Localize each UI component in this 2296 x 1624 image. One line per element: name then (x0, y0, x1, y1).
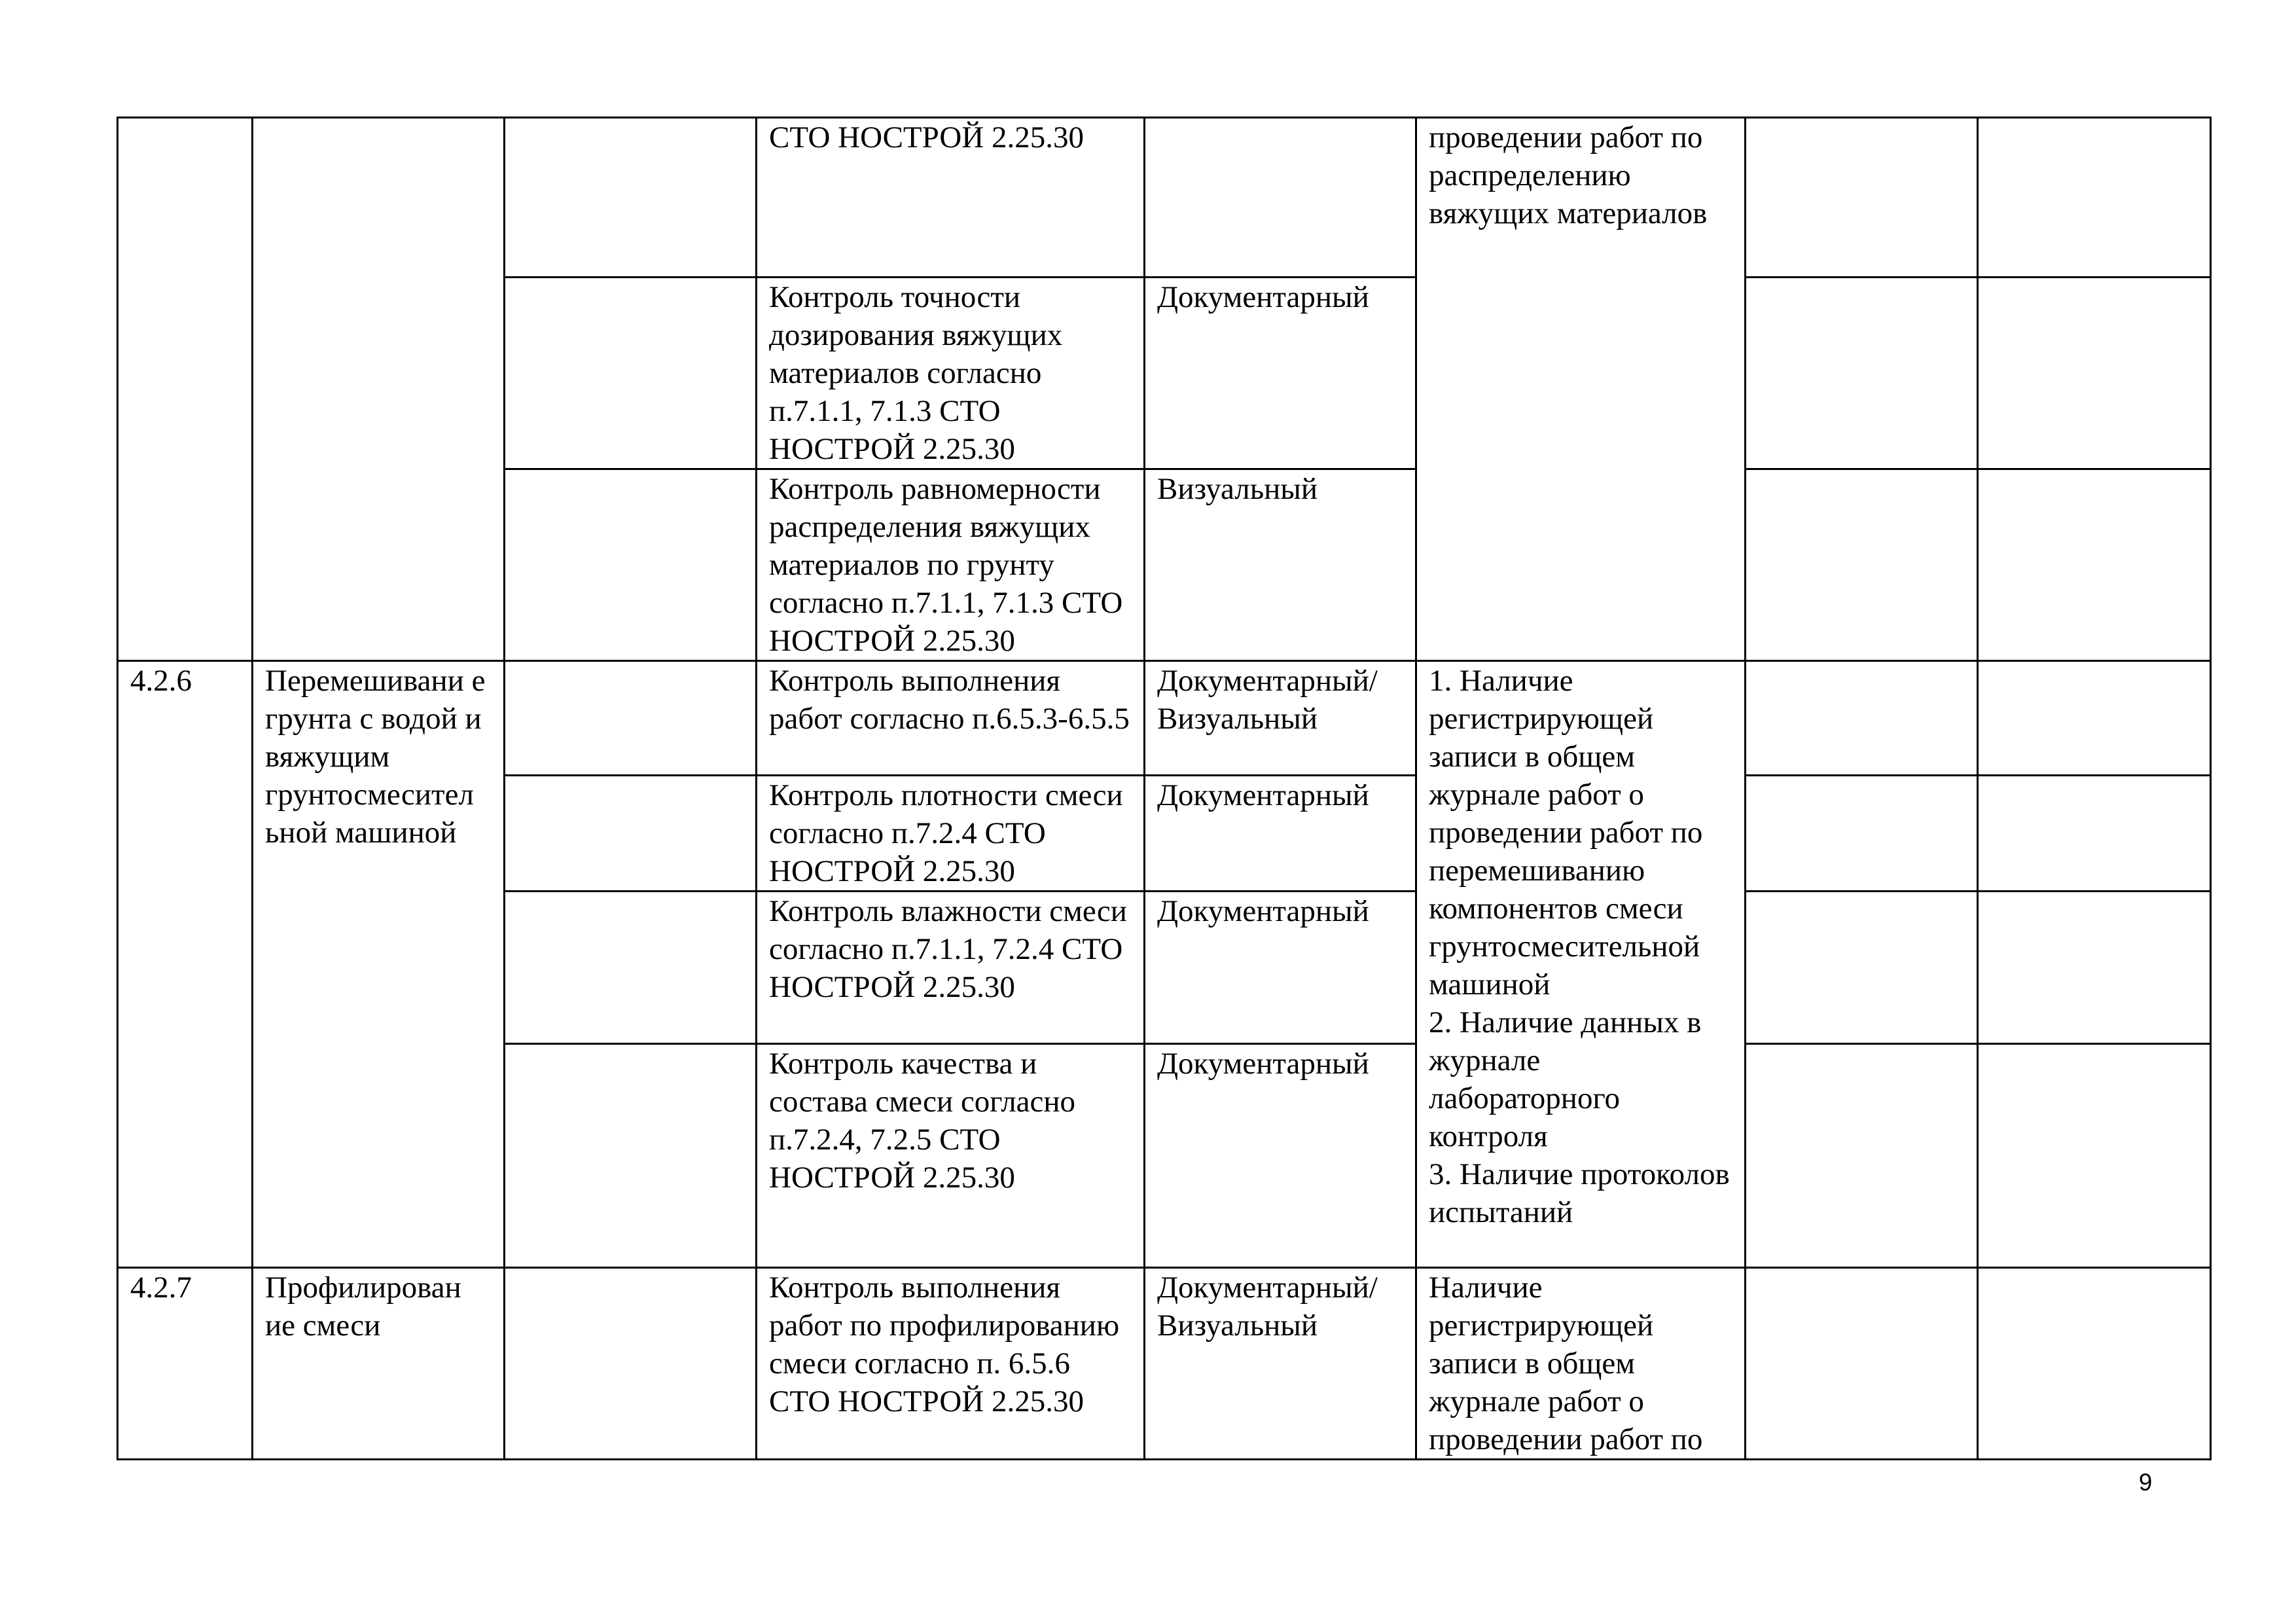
operation-cell (505, 118, 757, 278)
operation-cell (505, 278, 757, 469)
control-method-cell: Документарный (1145, 1044, 1416, 1268)
note-cell (1978, 661, 2211, 776)
result-cell (1746, 118, 1978, 278)
result-cell (1746, 1268, 1978, 1460)
operation-cell (505, 661, 757, 776)
document-evidence-cell: проведении работ по распределению вяжущих материалов (1416, 118, 1746, 661)
control-task-cell: Контроль выполнения работ по профилированию смеси согласно п. 6.5.6 СТО НОСТРОЙ 2.25.30 (757, 1268, 1145, 1460)
result-cell (1746, 661, 1978, 776)
control-method-cell: Визуальный (1145, 469, 1416, 661)
control-task-cell: Контроль точности дозирования вяжущих материалов согласно п.7.1.1, 7.1.3 СТО НОСТРОЙ 2.25.30 (757, 278, 1145, 469)
note-cell (1978, 469, 2211, 661)
control-method-cell (1145, 118, 1416, 278)
item-number-cell (118, 118, 253, 661)
operation-cell (505, 776, 757, 892)
control-method-cell: Документарный/ Визуальный (1145, 1268, 1416, 1460)
control-task-cell: Контроль равномерности распределения вяжущих материалов по грунту согласно п.7.1.1, 7.1.3 СТО НОСТРОЙ 2.25.30 (757, 469, 1145, 661)
table-row (118, 661, 2211, 776)
operation-cell (505, 1044, 757, 1268)
control-table (117, 117, 2212, 1460)
control-task-cell: Контроль выполнения работ согласно п.6.5.3-6.5.5 (757, 661, 1145, 776)
note-cell (1978, 278, 2211, 469)
control-task-cell: Контроль плотности смеси согласно п.7.2.4 СТО НОСТРОЙ 2.25.30 (757, 776, 1145, 892)
result-cell (1746, 1044, 1978, 1268)
control-method-cell: Документарный (1145, 278, 1416, 469)
item-number-cell: 4.2.7 (118, 1268, 253, 1460)
control-method-cell: Документарный (1145, 776, 1416, 892)
stage-cell (253, 118, 505, 661)
document-evidence-cell: Наличие регистрирующей записи в общем журнале работ о проведении работ по (1416, 1268, 1746, 1460)
result-cell (1746, 469, 1978, 661)
result-cell (1746, 776, 1978, 892)
note-cell (1978, 1268, 2211, 1460)
stage-cell: Профилирован ие смеси (253, 1268, 505, 1460)
control-task-cell: СТО НОСТРОЙ 2.25.30 (757, 118, 1145, 278)
control-method-cell: Документарный/ Визуальный (1145, 661, 1416, 776)
operation-cell (505, 1268, 757, 1460)
document-evidence-cell: 1. Наличие регистрирующей записи в общем журнале работ о проведении работ по перемешиванию компонентов смеси грунтосмесительной машиной 2. Наличие данных в журнале лабораторного контроля 3. Наличие протоколов испытаний (1416, 661, 1746, 1268)
operation-cell (505, 892, 757, 1044)
control-method-cell: Документарный (1145, 892, 1416, 1044)
table-row (118, 1268, 2211, 1460)
control-task-cell: Контроль влажности смеси согласно п.7.1.1, 7.2.4 СТО НОСТРОЙ 2.25.30 (757, 892, 1145, 1044)
note-cell (1978, 776, 2211, 892)
note-cell (1978, 892, 2211, 1044)
stage-cell: Перемешивани е грунта с водой и вяжущим грунтосмесител ьной машиной (253, 661, 505, 1268)
item-number-cell: 4.2.6 (118, 661, 253, 1268)
page-number: 9 (2138, 1469, 2153, 1496)
note-cell (1978, 1044, 2211, 1268)
result-cell (1746, 892, 1978, 1044)
operation-cell (505, 469, 757, 661)
note-cell (1978, 118, 2211, 278)
table-row (118, 118, 2211, 278)
result-cell (1746, 278, 1978, 469)
control-task-cell: Контроль качества и состава смеси согласно п.7.2.4, 7.2.5 СТО НОСТРОЙ 2.25.30 (757, 1044, 1145, 1268)
